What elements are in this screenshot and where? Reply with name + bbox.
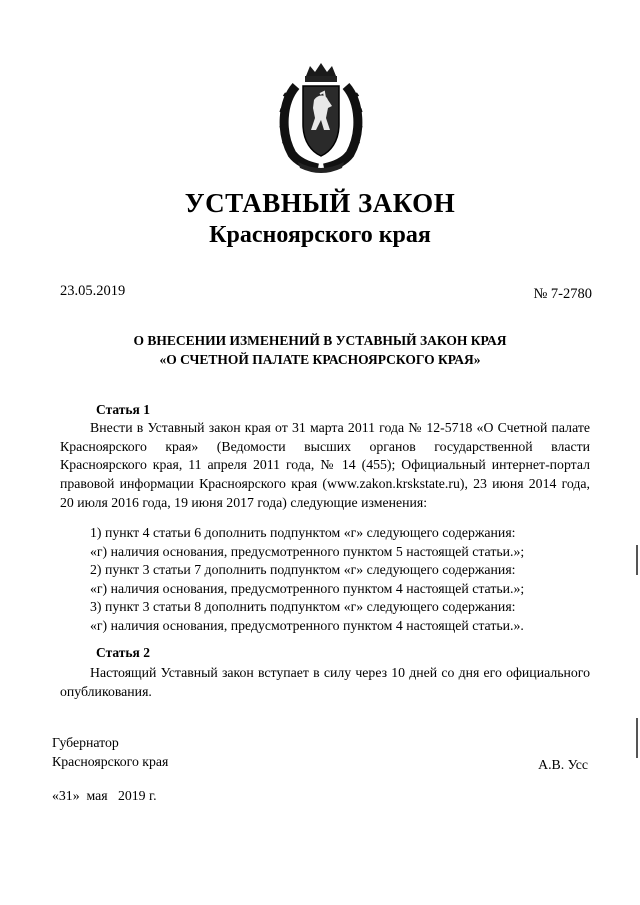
article2-title: Статья 2: [96, 645, 150, 660]
law-region-title: Красноярского края: [209, 222, 431, 248]
signing-date: «31» мая 2019 г.: [52, 788, 157, 803]
signatory-name: А.В. Усс: [538, 757, 588, 772]
scan-edge-mark: [636, 718, 638, 758]
signatory-position-line1: Губернатор: [52, 735, 119, 750]
signatory-position-line2: Красноярского края: [52, 753, 169, 769]
law-heading-line1: О ВНЕСЕНИИ ИЗМЕНЕНИЙ В УСТАВНЫЙ ЗАКОН КРАЯ: [133, 333, 507, 348]
list-item: 3) пункт 3 статьи 8 дополнить подпунктом «г» следующего содержания:: [90, 599, 516, 614]
law-heading-line2: «О СЧЕТНОЙ ПАЛАТЕ КРАСНОЯРСКОГО КРАЯ»: [159, 352, 481, 367]
list-item: 1) пункт 4 статьи 6 дополнить подпунктом «г» следующего содержания:: [90, 525, 516, 540]
article1-text: Внести в Уставный закон края от 31 марта 2011 года № 12-5718 «О Счетной палате Красноярского края» (Ведомости высших органов государственной власти Красноярского края, 11 апреля 2011 года, № 14 (455); Официальный интернет-портал правовой информации Красноярского края (www.zakon.krskstate.ru), 23 июня 2014 года, 20 июля 2016 года, 19 июня 2017 года) следующие изменения:: [60, 420, 590, 510]
list-item: «г) наличия основания, предусмотренного пунктом 5 настоящей статьи.»;: [90, 543, 525, 559]
law-type-title: УСТАВНЫЙ ЗАКОН: [184, 188, 456, 218]
list-item: «г) наличия основания, предусмотренного пунктом 4 настоящей статьи.»;: [90, 580, 525, 596]
article1-items-list: [90, 524, 524, 635]
law-number: № 7-2780: [533, 286, 592, 302]
scan-edge-mark: [636, 545, 638, 575]
coat-of-arms-emblem: [278, 62, 364, 174]
list-item: 2) пункт 3 статьи 7 дополнить подпунктом «г» следующего содержания:: [90, 562, 516, 577]
signatory-position: [52, 734, 168, 771]
list-item: «г) наличия основания, предусмотренного пунктом 4 настоящей статьи.».: [90, 617, 524, 633]
adoption-date: 23.05.2019: [60, 283, 126, 299]
article2-text: Настоящий Уставный закон вступает в силу через 10 дней со дня его официального опубликования.: [60, 665, 590, 699]
article1-title: Статья 1: [96, 402, 150, 417]
